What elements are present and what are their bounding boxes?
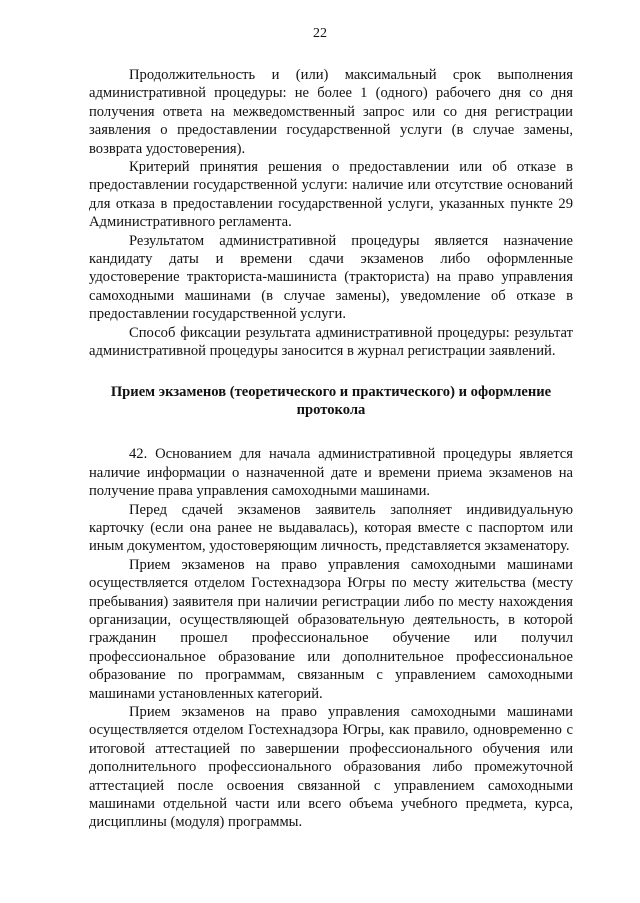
paragraph-exam-timing: Прием экзаменов на право управления самоходными машинами осуществляется отделом Гостехнадзора Югры, как правило, одновременно с итоговой аттестацией по завершении профессионального обучения или дополнительного профессионального образования либо промежуточной аттестацией после освоения связанной с управлением самоходными машинами отдельной части или всего объема учебного предмета, курса, дисциплины (модуля) программы. (89, 704, 573, 831)
paragraph-duration: Продолжительность и (или) максимальный срок выполнения административной процедуры: не более 1 (одного) рабочего дня со дня получения ответа на межведомственный запрос или со дня регистрации заявления о предоставлении государственной услуги (в случае замены, возврата удостоверения). (89, 67, 573, 157)
document-body (89, 66, 573, 832)
page-number: 22 (313, 26, 327, 41)
paragraph-applicant-card: Перед сдачей экзаменов заявитель заполняет индивидуальную карточку (если она ранее не выдавалась), которая вместе с паспортом или иным документом, удостоверяющим личность, представляется экзаменатору. (89, 501, 573, 555)
paragraph-procedure-result: Результатом административной процедуры является назначение кандидату даты и времени сдачи экзаменов либо оформленные удостоверение тракториста-машиниста (тракториста) на право управления самоходными машинами (в случае замены), уведомление об отказе в предоставлении государственной услуги. (89, 232, 573, 323)
paragraph-42-grounds: 42. Основанием для начала административной процедуры является наличие информации о назначенной дате и времени приема экзаменов на получение права управления самоходными машинами. (89, 446, 573, 500)
paragraph-result-recording: Способ фиксации результата административной процедуры: результат административной процедуры заносится в журнал регистрации заявлений. (89, 324, 573, 360)
paragraph-exam-location: Прием экзаменов на право управления самоходными машинами осуществляется отделом Гостехнадзора Югры по месту жительства (месту пребывания) заявителя при наличии регистрации либо по месту нахождения организации, осуществляющей образовательную деятельность, в которой гражданин прошел профессиональное обучение или получил профессиональное образование или дополнительное профессиональное образование по программам, связанным с управлением самоходными машинами установленных категорий. (89, 556, 573, 702)
paragraph-decision-criterion: Критерий принятия решения о предоставлении или об отказе в предоставлении государственной услуги: наличие или отсутствие оснований для отказа в предоставлении государственной услуги, указанных пункте 29 Административного регламента. (89, 159, 573, 231)
section-heading: Прием экзаменов (теоретического и практического) и оформление протокола (110, 383, 552, 418)
